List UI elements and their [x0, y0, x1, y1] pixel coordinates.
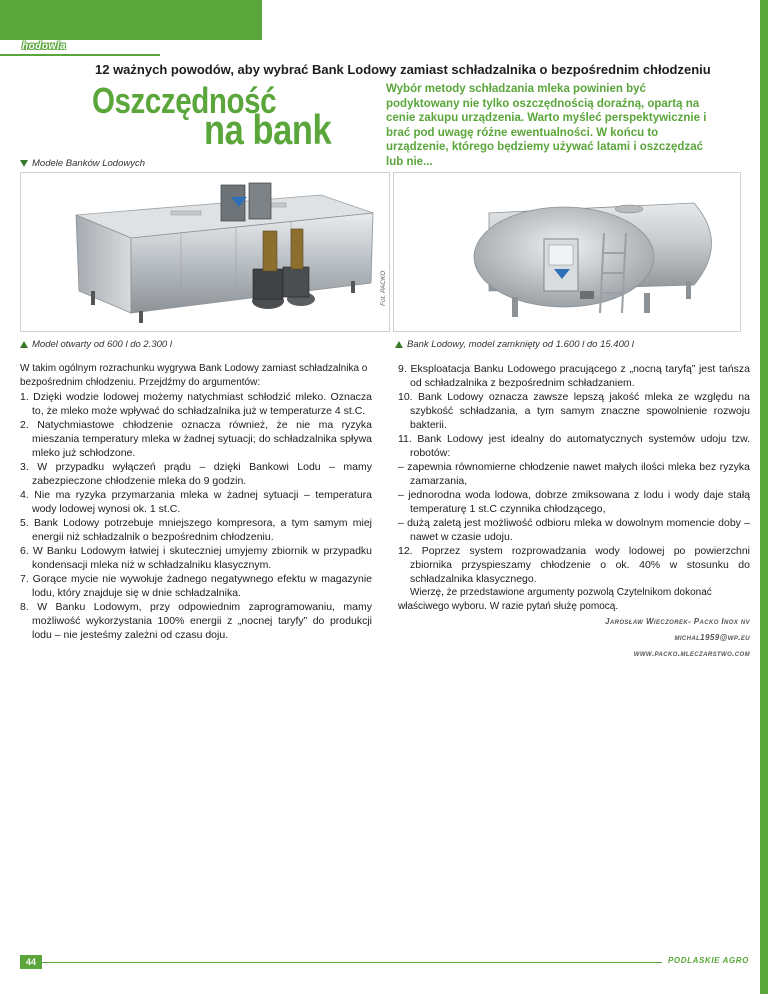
reason-subitem: – jednorodna woda lodowa, dobrze zmiksowana z lodu i wody daje stałą temperaturę 1 st.C czynnika chłodzącego, — [398, 489, 750, 515]
author-website: www.packo.mleczarstwo.com — [633, 649, 750, 658]
article-column-right — [398, 362, 750, 662]
page-edge-stripe — [760, 0, 768, 994]
photos-heading-text: Modele Banków Lodowych — [32, 158, 146, 169]
triangle-down-icon — [20, 160, 28, 167]
photos-heading — [20, 158, 145, 169]
reason-item: 10. Bank Lodowy oznacza zawsze lepszą jakość mleka ze względu na szybkość schładzania, a tym samym znaczne spowolnienie rozwoju bakterii. — [398, 391, 750, 431]
reason-item: 12. Poprzez system rozprowadzania wody lodowej po powierzchni zbiornika przyspieszamy chłodzenie o ok. 40% w stosunku do schładzalnika klasycznego. — [398, 545, 750, 585]
caption-open-model-text: Model otwarty od 600 l do 2.300 l — [32, 339, 172, 350]
closed-tank-illustration — [394, 173, 741, 332]
author-signature: Jarosław Wieczorek- Packo Inox nv — [605, 617, 750, 626]
reason-item: 4. Nie ma ryzyka przymarzania mleka w żadnej sytuacji – temperatura wody lodowej wynosi ok. 1 st.C. — [20, 489, 372, 515]
article-column-left — [20, 362, 372, 642]
reason-item: 3. W przypadku wyłączeń prądu – dzięki Bankowi Lodu – mamy zabezpieczone chłodzenie mleka do 9 godzin. — [20, 461, 372, 487]
caption-closed-model-text: Bank Lodowy, model zamknięty od 1.600 l do 15.400 l — [407, 339, 634, 350]
author-email: michal1959@wp.eu — [674, 633, 750, 642]
open-tank-illustration — [21, 173, 390, 332]
reason-item: 2. Natychmiastowe chłodzenie oznacza również, że nie ma ryzyka mieszania temperatury mleka w żadnej sytuacji; do schładzalnika spływa mleko już schłodzone. — [20, 419, 372, 459]
footer-brand: PODLASKIE AGRO — [668, 956, 749, 965]
header-color-block — [0, 0, 262, 40]
reason-item: 5. Bank Lodowy potrzebuje mniejszego kompresora, a tym samym miej energii niż schładzalnik o bezpośrednim chłodzeniu. — [20, 517, 372, 543]
reason-item: 11. Bank Lodowy jest idealny do automatycznych systemów udoju tzw. robotów: — [398, 433, 750, 459]
article-intro: W takim ogólnym rozrachunku wygrywa Bank Lodowy zamiast schładzalnika o bezpośrednim chłodzeniu. Przejdźmy do argumentów: — [20, 363, 368, 388]
caption-closed-model — [395, 339, 634, 350]
photo-open-model — [20, 172, 390, 332]
page-number: 44 — [20, 955, 42, 969]
reason-subitem: – zapewnia równomierne chłodzenie nawet małych ilości mleka bez ryzyka zamarzania, — [398, 461, 750, 487]
section-rule — [0, 54, 160, 56]
article-headline: 12 ważnych powodów, aby wybrać Bank Lodowy zamiast schładzalnika o bezpośrednim chłodzeniu — [95, 62, 711, 77]
article-title-line-2: na bank — [204, 106, 332, 153]
triangle-up-icon — [395, 341, 403, 348]
reason-subitem: – dużą zaletą jest możliwość odbioru mleka w dowolnym momencie doby – nawet w czasie udoju. — [398, 517, 750, 543]
photo-credit: Fot. PACKO — [380, 270, 387, 306]
footer-rule — [42, 962, 662, 963]
reason-item: 6. W Banku Lodowym łatwiej i skuteczniej umyjemy zbiornik w przypadku kondensacji mleka niż w schładzalniku klasycznym. — [20, 545, 372, 571]
article-closing: Wierzę, że przedstawione argumenty pozwolą Czytelnikom dokonać właściwego wyboru. W razie pytań służę pomocą. — [398, 587, 712, 612]
photo-closed-model — [393, 172, 741, 332]
reason-item: 8. W Banku Lodowym, przy odpowiednim zaprogramowaniu, mamy możliwość wykorzystania 100% energii z „nocnej taryfy” do produkcji lodu – nie jesteśmy zależni od czasu doju. — [20, 601, 372, 641]
reason-item: 1. Dzięki wodzie lodowej możemy natychmiast schłodzić mleko. Oznacza to, że mleko może wpływać do schładzalnika już w temperaturze 4 st.C. — [20, 391, 372, 417]
article-lead: Wybór metody schładzania mleka powinien być podyktowany nie tylko oszczędnością doraźną, opartą na cenie zakupu urządzenia. Warto myśleć perspektywicznie i brać pod uwagę różne ewentualności. W końcu to urządzenie, którego będziemy używać latami i oszczędzać lub nie... — [386, 83, 707, 168]
triangle-up-icon — [20, 341, 28, 348]
reason-item: 9. Eksploatacja Banku Lodowego pracującego z „nocną taryfą” jest tańsza od schładzalnika z bezpośrednim schładzaniem. — [398, 363, 750, 389]
reason-item: 7. Gorące mycie nie wywołuje żadnego negatywnego efektu w magazynie lodu, który znajduje się w dnie schładzalnika. — [20, 573, 372, 599]
article-title-line-1: Oszczędność — [92, 80, 277, 121]
section-tag: hodowla — [22, 41, 67, 52]
caption-open-model — [20, 339, 172, 350]
